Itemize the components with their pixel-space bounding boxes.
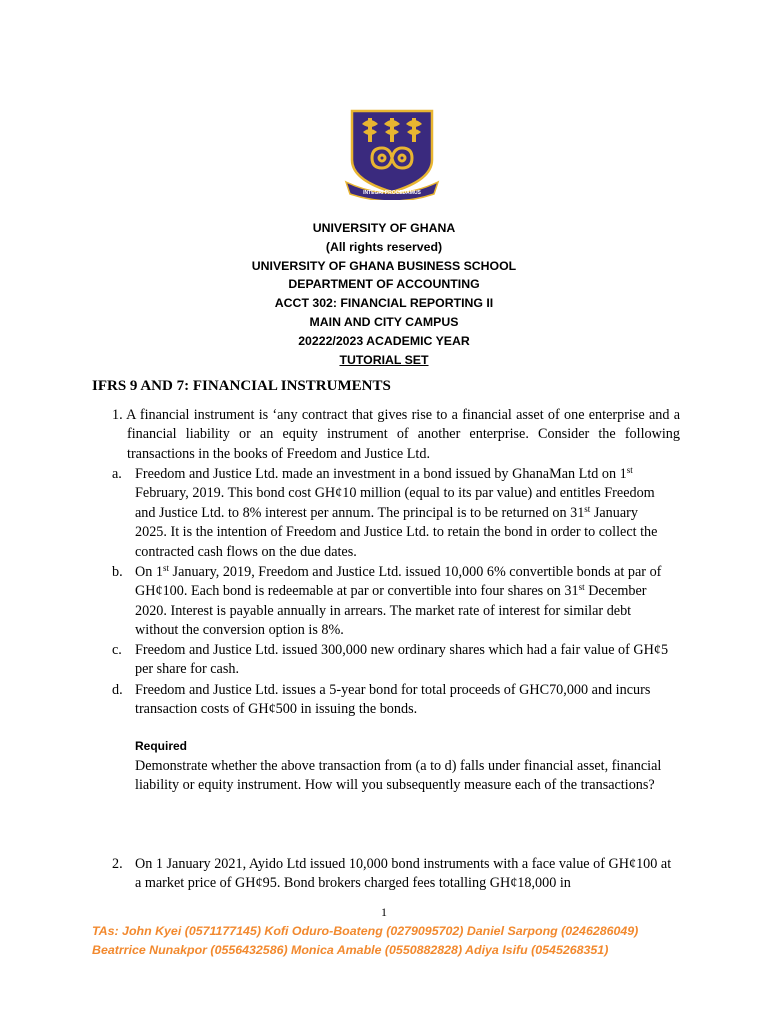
- question-number: 1.: [112, 407, 123, 423]
- header-line: UNIVERSITY OF GHANA BUSINESS SCHOOL: [251, 258, 517, 273]
- item-d-text: Freedom and Justice Ltd. issues a 5-year bond for total proceeds of GHC70,000 and incurs transaction costs of GH¢500 in issuing the bonds.: [135, 682, 651, 718]
- svg-text:INTEGRI PROCEDAMUS: INTEGRI PROCEDAMUS: [363, 190, 421, 196]
- required-text: Demonstrate whether the above transaction from (a to d) falls under financial asset, financial liability or equity instrument. How will you subsequently measure each of the transactions?: [135, 758, 662, 794]
- item-c-text: Freedom and Justice Ltd. issued 300,000 new ordinary shares which had a fair value of GH¢5 per share for cash.: [135, 642, 669, 678]
- page-number: 1: [381, 905, 387, 919]
- header-line: UNIVERSITY OF GHANA: [312, 221, 456, 235]
- item-label: b.: [112, 564, 123, 580]
- header-line: 20222/2023 ACADEMIC YEAR: [298, 333, 470, 348]
- header-line: MAIN AND CITY CAMPUS: [309, 314, 459, 329]
- tutorial-set-label: TUTORIAL SET: [339, 352, 429, 367]
- footer-line: TAs: John Kyei (0571177145) Kofi Oduro-Boateng (0279095702) Daniel Sarpong (0246286049): [92, 924, 639, 938]
- document-header: [0, 219, 768, 369]
- section-title: IFRS 9 AND 7: FINANCIAL INSTRUMENTS: [92, 378, 391, 394]
- required-heading: Required: [135, 739, 188, 753]
- header-line: ACCT 302: FINANCIAL REPORTING II: [274, 296, 494, 311]
- item-c: [112, 641, 672, 680]
- item-label: d.: [112, 682, 123, 698]
- item-b: [112, 563, 672, 641]
- teaching-assistants-footer: [92, 922, 712, 960]
- header-line: DEPARTMENT OF ACCOUNTING: [288, 277, 480, 292]
- question-2: [112, 855, 672, 894]
- item-a-text: Freedom and Justice Ltd. made an investment in a bond issued by GhanaMan Ltd on 1st February, 2019. This bond cost GH¢10 million (equal to its par value) and entitles Freedom and Justice Ltd. to 8% interest per annum. The principal is to be returned on 31st January 2025. It is the intention of Freedom and Justice Ltd. to retain the bond in order to collect the contracted cash flows on the due dates.: [135, 465, 658, 560]
- footer-line: Beatrrice Nunakpor (0556432586) Monica Amable (0550882828) Adiya Isifu (0545268351): [92, 943, 609, 957]
- question-1-body: A financial instrument is ‘any contract that gives rise to a financial asset of one enterprise and a financial liability or an equity instrument of another enterprise. Consider the following transactions in the books of Freedom and Justice Ltd.: [126, 407, 680, 462]
- question-number: 2.: [112, 856, 123, 872]
- item-d: [112, 681, 672, 720]
- header-line: (All rights reserved): [325, 239, 443, 254]
- item-b-text: On 1st January, 2019, Freedom and Justice Ltd. issued 10,000 6% convertible bonds at par of GH¢100. Each bond is redeemable at par or convertible into four shares on 31st December 2020. Interest is payable annually in arrears. The market rate of interest for similar debt without the conversion option is 8%.: [135, 563, 662, 639]
- university-crest-logo: [344, 108, 440, 200]
- question-1-text: [112, 406, 680, 464]
- item-a: [112, 465, 672, 562]
- item-label: c.: [112, 642, 122, 658]
- question-1: [112, 406, 680, 464]
- item-label: a.: [112, 466, 122, 482]
- question-2-text: On 1 January 2021, Ayido Ltd issued 10,000 bond instruments with a face value of GH¢100 at a market price of GH¢95. Bond brokers charged fees totalling GH¢18,000 in: [135, 856, 672, 892]
